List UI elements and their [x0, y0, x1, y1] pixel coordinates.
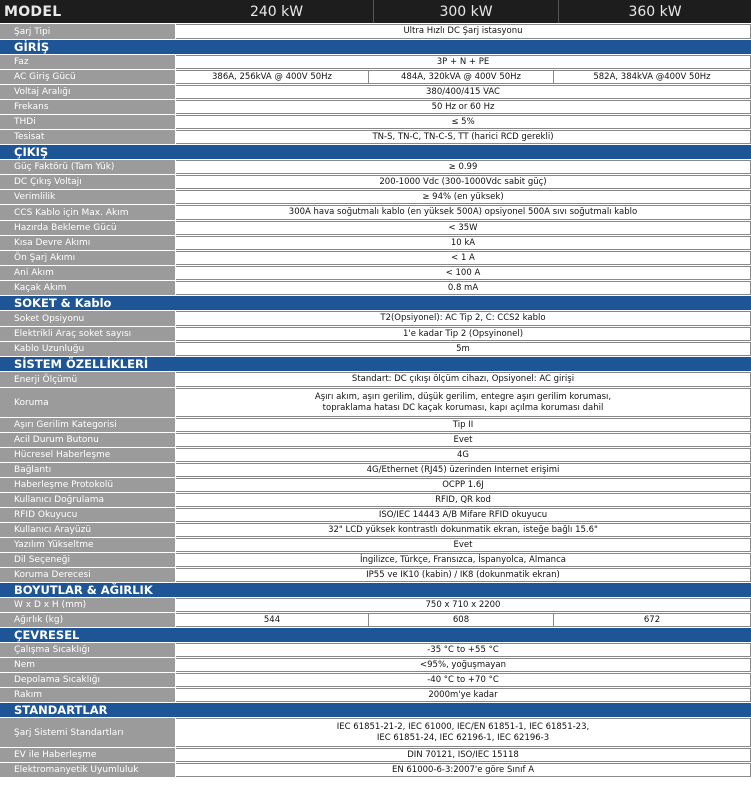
row-label: Hazırda Bekleme Gücü [0, 221, 176, 235]
row-value: -35 °C to +55 °C [176, 643, 751, 657]
table-row [0, 478, 751, 493]
row-value: < 35W [176, 221, 751, 235]
table-header [0, 0, 751, 24]
row-value: EN 61000-6-3:2007'e göre Sınıf A [176, 763, 751, 777]
row-label: Ani Akım [0, 266, 176, 280]
table-row [0, 763, 751, 778]
row-value: RFID, QR kod [176, 493, 751, 507]
row-label: Aşırı Gerilim Kategorisi [0, 418, 176, 432]
row-value: 2000m'ye kadar [176, 688, 751, 702]
value-line-1: Aşırı akım, aşırı gerilim, düşük gerilim, entegre aşırı gerilim koruması, [314, 392, 612, 403]
row-label: Ağırlık (kg) [0, 613, 176, 627]
row-value: 50 Hz or 60 Hz [176, 100, 751, 114]
table-row [0, 688, 751, 703]
row-label: Çalışma Sıcaklığı [0, 643, 176, 657]
row-label: Enerji Ölçümü [0, 372, 176, 387]
table-row [0, 175, 751, 190]
row-value: IP55 ve IK10 (kabin) / IK8 (dokunmatik ekran) [176, 568, 751, 582]
row-value: TN-S, TN-C, TN-C-S, TT (harici RCD gerekli) [176, 130, 751, 144]
table-row [0, 493, 751, 508]
row-label: Faz [0, 55, 176, 69]
row-label: Koruma [0, 388, 176, 417]
value-line-2: IEC 61851-24, IEC 62196-1, IEC 62196-3 [376, 732, 550, 743]
row-value [176, 388, 751, 417]
row-label: Tesisat [0, 130, 176, 144]
table-row [0, 718, 751, 748]
section-header-sistem: SİSTEM ÖZELLİKLERİ [0, 357, 751, 372]
row-value [176, 718, 751, 747]
row-label: Haberleşme Protokolü [0, 478, 176, 492]
row-value: 200-1000 Vdc (300-1000Vdc sabit güç) [176, 175, 751, 189]
row-value: Evet [176, 538, 751, 552]
table-row [0, 613, 751, 628]
table-row [0, 433, 751, 448]
row-value: 5m [176, 342, 751, 356]
section-header-giris: GİRİŞ [0, 40, 751, 55]
row-label: Frekans [0, 100, 176, 114]
row-value: < 1 A [176, 251, 751, 265]
section-header-boyut: BOYUTLAR & AĞIRLIK [0, 583, 751, 598]
table-row [0, 311, 751, 327]
row-label: AC Giriş Gücü [0, 70, 176, 84]
row-value: 1'e kadar Tip 2 (Opsyinonel) [176, 327, 751, 341]
column-300kw: 300 kW [373, 0, 558, 23]
section-header-cevre: ÇEVRESEL [0, 628, 751, 643]
row-value: Evet [176, 433, 751, 447]
row-label: Dil Seçeneği [0, 553, 176, 567]
table-row [0, 568, 751, 583]
row-label: Elektrikli Araç soket sayısı [0, 327, 176, 341]
row-value: T2(Opsiyonel): AC Tip 2, C: CCS2 kablo [176, 311, 751, 326]
table-row [0, 115, 751, 130]
table-row [0, 236, 751, 251]
table-row [0, 418, 751, 433]
table-row [0, 100, 751, 115]
table-row [0, 553, 751, 568]
row-label: Kullanıcı Doğrulama [0, 493, 176, 507]
row-value: 32" LCD yüksek kontrastlı dokunmatik ekran, isteğe bağlı 15.6" [176, 523, 751, 537]
value-line-1: IEC 61851-21-2, IEC 61000, IEC/EN 61851-1, IEC 61851-23, [336, 722, 590, 733]
row-label: Kablo Uzunluğu [0, 342, 176, 356]
row-label: Şarj Sistemi Standartları [0, 718, 176, 747]
table-row [0, 372, 751, 388]
row-value: 0.8 mA [176, 281, 751, 295]
row-label: Acil Durum Butonu [0, 433, 176, 447]
table-row [0, 160, 751, 175]
row-value: ≥ 0.99 [176, 160, 751, 174]
row-value: < 100 A [176, 266, 751, 280]
row-value: 3P + N + PE [176, 55, 751, 69]
row-label: Kullanıcı Arayüzü [0, 523, 176, 537]
column-360kw: 360 kW [558, 0, 751, 23]
row-values [176, 613, 751, 627]
table-row [0, 24, 751, 40]
value-line-2: topraklama hatası DC kaçak koruması, kapı açılma koruması dahil [322, 402, 604, 413]
row-value: OCPP 1.6J [176, 478, 751, 492]
row-value: ISO/IEC 14443 A/B Mifare RFID okuyucu [176, 508, 751, 522]
row-value: 4G [176, 448, 751, 462]
row-value: DIN 70121, ISO/IEC 15118 [176, 748, 751, 762]
column-240kw: 240 kW [249, 3, 304, 20]
table-row [0, 463, 751, 478]
model-label: MODEL [4, 3, 62, 20]
table-row [0, 673, 751, 688]
row-value: 300A hava soğutmalı kablo (en yüksek 500A) opsiyonel 500A sıvı soğutmalı kablo [176, 205, 751, 220]
table-row [0, 266, 751, 281]
row-value: <95%, yoğuşmayan [176, 658, 751, 672]
value-300kw: 608 [369, 613, 554, 627]
row-label: EV ile Haberleşme [0, 748, 176, 762]
table-row [0, 448, 751, 463]
row-value: Tip II [176, 418, 751, 432]
row-label: Verimlilik [0, 190, 176, 204]
row-value: 10 kA [176, 236, 751, 250]
table-row [0, 658, 751, 673]
table-row [0, 598, 751, 613]
table-row [0, 281, 751, 296]
value-300kw: 484A, 320kVA @ 400V 50Hz [369, 70, 554, 84]
value-240kw: 386A, 256kVA @ 400V 50Hz [176, 70, 369, 84]
table-row [0, 388, 751, 418]
table-row [0, 221, 751, 236]
table-row [0, 523, 751, 538]
row-label: Şarj Tipi [0, 24, 176, 39]
row-label: Güç Faktörü (Tam Yük) [0, 160, 176, 174]
row-label: Rakım [0, 688, 176, 702]
row-label: Elektromanyetik Uyumluluk [0, 763, 176, 777]
row-value: -40 °C to +70 °C [176, 673, 751, 687]
row-value: 4G/Ethernet (RJ45) üzerinden Internet erişimi [176, 463, 751, 477]
row-label: Hücresel Haberleşme [0, 448, 176, 462]
row-value: İngilizce, Türkçe, Fransızca, İspanyolca, Almanca [176, 553, 751, 567]
row-label: Yazılım Yükseltme [0, 538, 176, 552]
table-row [0, 342, 751, 357]
table-row [0, 70, 751, 85]
section-header-soket: SOKET & Kablo [0, 296, 751, 311]
row-label: W x D x H (mm) [0, 598, 176, 612]
row-value: Standart: DC çıkışı ölçüm cihazı, Opsiyonel: AC girişi [176, 372, 751, 387]
table-row [0, 190, 751, 205]
row-values [176, 70, 751, 84]
row-label: Bağlantı [0, 463, 176, 477]
value-360kw: 582A, 384kVA @400V 50Hz [554, 70, 751, 84]
table-row [0, 205, 751, 221]
row-value: Ultra Hızlı DC Şarj istasyonu [176, 24, 751, 39]
row-label: Koruma Derecesi [0, 568, 176, 582]
row-label: THDi [0, 115, 176, 129]
table-row [0, 327, 751, 342]
row-label: Depolama Sıcaklığı [0, 673, 176, 687]
row-label: Ön Şarj Akımı [0, 251, 176, 265]
row-label: RFID Okuyucu [0, 508, 176, 522]
table-row [0, 643, 751, 658]
row-label: Kısa Devre Akımı [0, 236, 176, 250]
table-row [0, 748, 751, 763]
table-row [0, 85, 751, 100]
row-value: 750 x 710 x 2200 [176, 598, 751, 612]
row-label: Soket Opsiyonu [0, 311, 176, 326]
row-label: Kaçak Akım [0, 281, 176, 295]
table-row [0, 55, 751, 70]
row-label: Nem [0, 658, 176, 672]
row-value: ≥ 94% (en yüksek) [176, 190, 751, 204]
row-label: CCS Kablo için Max. Akım [0, 205, 176, 220]
table-row [0, 538, 751, 553]
row-label: Voltaj Aralığı [0, 85, 176, 99]
value-240kw: 544 [176, 613, 369, 627]
value-360kw: 672 [554, 613, 751, 627]
section-header-cikis: ÇIKIŞ [0, 145, 751, 160]
table-row [0, 251, 751, 266]
section-header-standartlar: STANDARTLAR [0, 703, 751, 718]
row-value: 380/400/415 VAC [176, 85, 751, 99]
table-row [0, 508, 751, 523]
table-row [0, 130, 751, 145]
row-value: ≤ 5% [176, 115, 751, 129]
row-label: DC Çıkış Voltajı [0, 175, 176, 189]
